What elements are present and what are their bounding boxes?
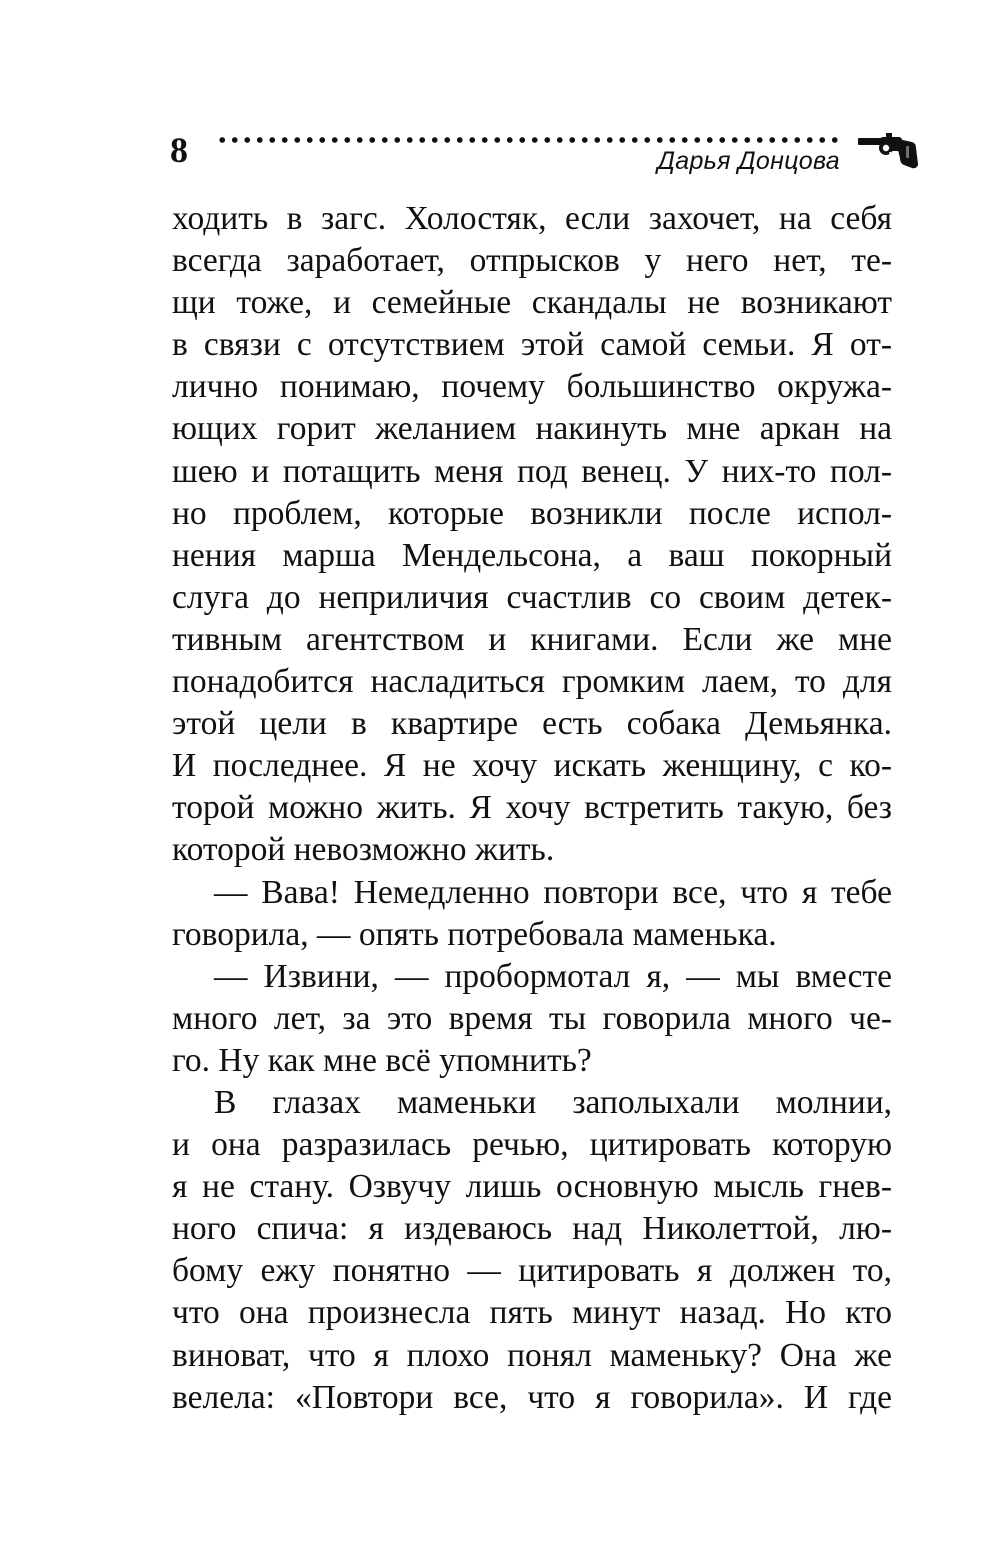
text-line: ющих горит желанием накинуть мне аркан на (172, 410, 892, 448)
text-line: которой невозможно жить. (172, 831, 555, 869)
revolver-icon (856, 130, 920, 170)
page-number: 8 (170, 130, 188, 170)
text-line: торой можно жить. Я хочу встретить такую, без (172, 789, 892, 827)
text-line: лично понимаю, почему большинство окружа- (172, 368, 892, 406)
text-line: бому ежу понятно — цитировать я должен то, (172, 1252, 892, 1290)
body-text (172, 198, 892, 1419)
dialogue-line: — Вава! Немедленно повтори все, что я тебе (214, 873, 892, 911)
dialogue-line: — Извини, — пробормотал я, — мы вместе (214, 957, 892, 995)
text-line: и она разразилась речью, цитировать которую (172, 1126, 892, 1164)
text-line: но проблем, которые возникли после испол- (172, 494, 892, 532)
text-line: всегда заработает, отпрысков у него нет, те- (172, 242, 892, 280)
text-line: тивным агентством и книгами. Если же мне (172, 620, 892, 658)
text-line: что она произнесла пять минут назад. Но кто (172, 1294, 892, 1332)
text-line: шею и потащить меня под венец. У них-то пол- (172, 452, 892, 490)
text-line: ного спича: я издеваюсь над Николеттой, лю- (172, 1210, 892, 1248)
paragraph-start-line: В глазах маменьки заполыхали молнии, (214, 1083, 892, 1121)
text-line: го. Ну как мне всё упомнить? (172, 1041, 592, 1079)
text-line: понадобится насладиться громким лаем, то для (172, 663, 892, 701)
text-line: слуга до неприличия счастлив со своим детек- (172, 578, 892, 616)
text-line: виноват, что я плохо понял маменьку? Она же (172, 1336, 892, 1374)
author-name: Дарья Донцова (657, 147, 840, 175)
text-line: И последнее. Я не хочу искать женщину, с ко- (172, 747, 892, 785)
running-header (170, 130, 920, 190)
text-line: много лет, за это время ты говорила много че- (172, 999, 892, 1037)
text-line: я не стану. Озвучу лишь основную мысль гнев- (172, 1168, 892, 1206)
text-line: нения марша Мендельсона, а ваш покорный (172, 536, 892, 574)
text-line: велела: «Повтори все, что я говорила». И где (172, 1378, 892, 1416)
text-line: щи тоже, и семейные скандалы не возникают (172, 284, 892, 322)
text-line: говорила, — опять потребовала маменька. (172, 915, 777, 953)
text-line: этой цели в квартире есть собака Демьянка. (172, 705, 892, 743)
text-line: ходить в загс. Холостяк, если захочет, на себя (172, 200, 892, 237)
text-line: в связи с отсутствием этой самой семьи. Я от- (172, 326, 892, 364)
dot-leader-divider (216, 136, 838, 144)
